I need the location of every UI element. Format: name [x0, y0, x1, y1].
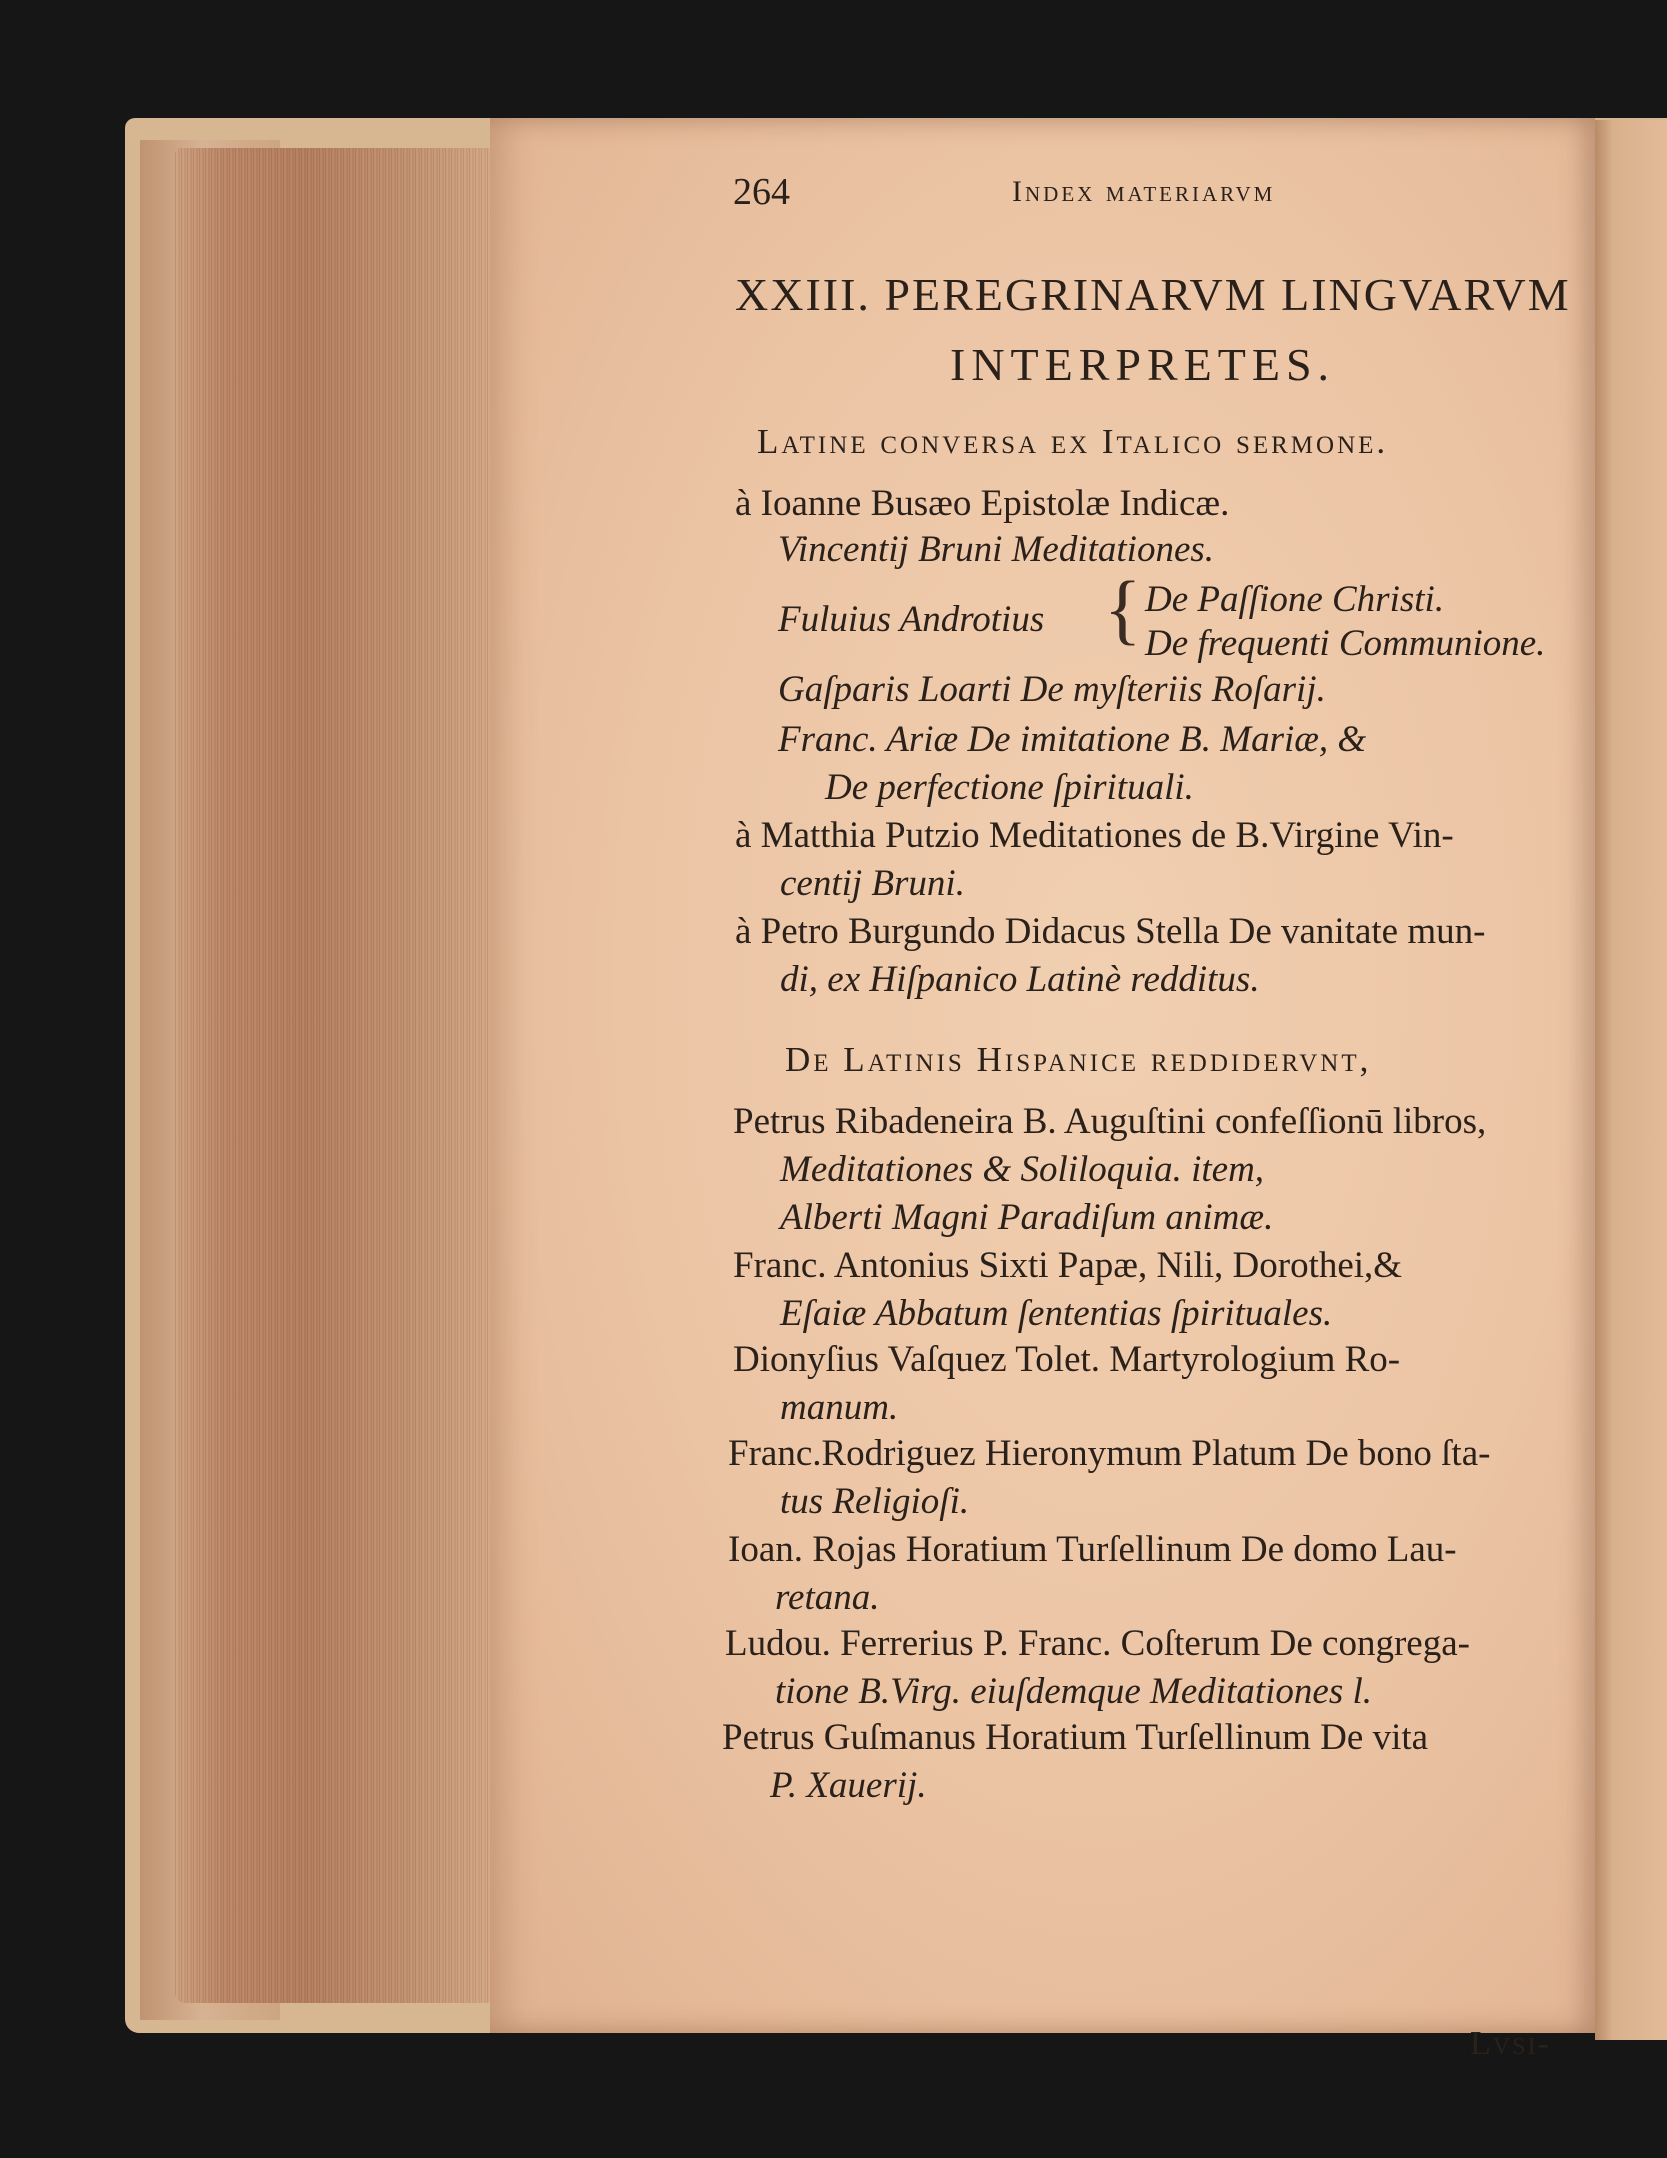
entry-line: Petrus Ribadeneira B. Auguſtini confeſſionū libros, [733, 1101, 1487, 1142]
entry-line: à Ioanne Busæo Epistolæ Indicæ. [735, 483, 1230, 524]
page-edges [175, 148, 500, 2003]
page-number: 264 [733, 171, 790, 213]
brace-glyph: { [1104, 565, 1142, 652]
section-title-line2: INTERPRETES. [950, 339, 1336, 390]
facing-page-edge [1595, 120, 1667, 2040]
entry-line: Gaſparis Loarti De myſteriis Roſarij. [778, 669, 1326, 710]
entry-line: manum. [780, 1387, 899, 1428]
entry-line: Franc. Antonius Sixti Papæ, Nili, Dorothei,& [733, 1245, 1403, 1286]
entry-line: à Matthia Putzio Meditationes de B.Virgine Vin- [735, 815, 1454, 856]
subheading-latin: Latine conversa ex Italico sermone. [757, 422, 1389, 461]
entry-line: De frequenti Communione. [1145, 623, 1546, 664]
entry-line: Meditationes & Soliloquia. item, [780, 1149, 1265, 1190]
entry-line: De perfectione ſpirituali. [825, 767, 1194, 808]
entry-line: à Petro Burgundo Didacus Stella De vanitate mun- [735, 911, 1486, 952]
entry-line: Eſaiæ Abbatum ſententias ſpirituales. [780, 1293, 1333, 1334]
entry-line: di, ex Hiſpanico Latinè redditus. [780, 959, 1260, 1000]
entry-line: Vincentij Bruni Meditationes. [778, 529, 1215, 570]
subheading-hispanice: De Latinis Hispanice reddidervnt, [785, 1040, 1372, 1079]
catchword: Lvsi- [1470, 2025, 1551, 2062]
entry-line: tus Religioſi. [780, 1481, 970, 1522]
entry-line: Petrus Guſmanus Horatium Turſellinum De vita [722, 1717, 1429, 1758]
entry-line: Dionyſius Vaſquez Tolet. Martyrologium Ro- [733, 1339, 1401, 1380]
section-title: XXIII. PEREGRINARVM LINGVARVM [735, 269, 1571, 320]
entry-line: retana. [775, 1577, 880, 1618]
entry-line: P. Xauerij. [770, 1765, 927, 1806]
running-title: Index materiarvm [1012, 175, 1276, 208]
entry-line: tione B.Virg. eiuſdemque Meditationes l. [775, 1671, 1373, 1712]
entry-line: Ioan. Rojas Horatium Turſellinum De domo Lau- [728, 1529, 1457, 1570]
entry-line: Alberti Magni Paradiſum animæ. [780, 1197, 1274, 1238]
entry-line: Ludou. Ferrerius P. Franc. Coſterum De congrega- [725, 1623, 1470, 1664]
entry-line: Franc.Rodriguez Hieronymum Platum De bono ſta- [728, 1433, 1491, 1474]
entry-line: Fuluius Androtius [778, 599, 1045, 640]
entry-line: De Paſſione Christi. [1145, 579, 1445, 620]
entry-line: Franc. Ariæ De imitatione B. Mariæ, & [778, 719, 1367, 760]
entry-line: centij Bruni. [780, 863, 965, 904]
